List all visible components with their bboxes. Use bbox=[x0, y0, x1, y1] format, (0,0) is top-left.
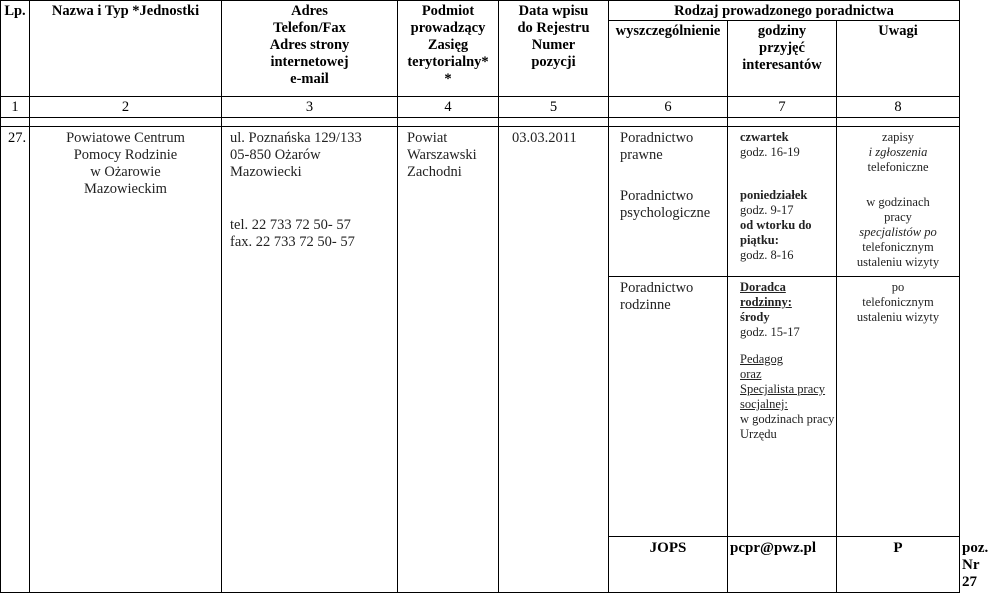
hours-time: godz. 15-17 bbox=[740, 325, 800, 339]
entry-entity-cell bbox=[398, 127, 499, 593]
note-line: telefonicznym bbox=[862, 295, 934, 309]
entry-date: 03.03.2011 bbox=[512, 130, 577, 146]
footer-jops: JOPS bbox=[649, 540, 687, 556]
col-number: 2 bbox=[30, 97, 222, 118]
note-line: telefonicznym bbox=[862, 240, 934, 254]
col-date-header bbox=[499, 1, 609, 97]
entry-date-cell bbox=[499, 127, 609, 593]
col-number: 8 bbox=[837, 97, 960, 118]
entry-name-cell bbox=[30, 127, 222, 593]
col-number: 1 bbox=[1, 97, 30, 118]
hours-time: w godzinach pracy bbox=[740, 412, 835, 426]
col-address-header bbox=[222, 1, 398, 97]
note-line: pracy bbox=[884, 210, 912, 224]
notes-cell bbox=[837, 277, 960, 537]
footer-jops-cell bbox=[609, 537, 728, 593]
type-line: Poradnictwo bbox=[620, 188, 694, 204]
hours-role: socjalnej: bbox=[740, 397, 788, 411]
entity-line: Zachodni bbox=[407, 164, 462, 180]
entry-lp-cell bbox=[1, 127, 30, 593]
entity-header-line: prowadzący bbox=[410, 20, 486, 36]
date-header-line: Data wpisu bbox=[518, 3, 589, 19]
col-type-header bbox=[609, 21, 728, 97]
hours-day: poniedziałek bbox=[740, 188, 808, 202]
entity-line: Powiat bbox=[407, 130, 448, 146]
entity-header-line: Zasięg bbox=[427, 37, 469, 53]
type-line: Poradnictwo bbox=[620, 130, 694, 146]
entry-row bbox=[1, 127, 960, 277]
type-cell bbox=[609, 277, 728, 537]
address-header-line: Adres bbox=[291, 3, 328, 19]
entry-name-line: w Ożarowie bbox=[90, 164, 161, 180]
address-header-line: e-mail bbox=[290, 71, 329, 87]
entry-name-line: Pomocy Rodzinie bbox=[73, 147, 178, 163]
col-number: 6 bbox=[609, 97, 728, 118]
col-lp-header bbox=[1, 1, 30, 97]
type-line: psychologiczne bbox=[620, 205, 711, 221]
note-line: zapisy bbox=[882, 130, 914, 144]
footer-position: poz. Nr 27 bbox=[962, 540, 988, 590]
note-line: ustaleniu wizyty bbox=[856, 255, 940, 269]
footer-email-cell bbox=[728, 537, 837, 593]
phone-number: tel. 22 733 72 50- 57 bbox=[230, 217, 351, 233]
group-header-text: Rodzaj prowadzonego poradnictwa bbox=[674, 3, 894, 19]
fax-number: fax. 22 733 72 50- 57 bbox=[230, 234, 355, 250]
note-line: i zgłoszenia bbox=[868, 145, 928, 159]
col-hours-header bbox=[728, 21, 837, 97]
footer-email: pcpr@pwz.pl bbox=[730, 540, 817, 556]
note-line: specjalistów po bbox=[859, 225, 937, 239]
address-line: ul. Poznańska 129/133 bbox=[230, 130, 362, 146]
hours-role: oraz bbox=[740, 367, 762, 381]
hours-day: czwartek bbox=[740, 130, 789, 144]
hours-day: piątku: bbox=[740, 233, 779, 247]
entity-header-line: Podmiot bbox=[421, 3, 475, 19]
notes-cell bbox=[837, 127, 960, 277]
lp-label: Lp. bbox=[4, 3, 26, 19]
hours-time: Urzędu bbox=[740, 427, 777, 441]
address-line: 05-850 Ożarów bbox=[230, 147, 321, 163]
address-header-line: Telefon/Fax bbox=[273, 20, 346, 36]
note-line: po bbox=[891, 280, 905, 294]
notes-header-text: Uwagi bbox=[878, 23, 918, 39]
type-cell bbox=[609, 127, 728, 277]
entity-line: Warszawski bbox=[407, 147, 477, 163]
entry-name-line: Powiatowe Centrum bbox=[66, 130, 185, 146]
hours-role: Pedagog bbox=[740, 352, 784, 366]
col-notes-header bbox=[837, 21, 960, 97]
hours-day: Doradca bbox=[740, 280, 786, 294]
column-number-row bbox=[1, 97, 960, 118]
date-header-line: do Rejestru bbox=[517, 20, 590, 36]
hours-day: środy bbox=[740, 310, 770, 324]
type-line: rodzinne bbox=[620, 297, 671, 313]
col-entity-header bbox=[398, 1, 499, 97]
hours-cell bbox=[728, 277, 837, 537]
date-header-line: Numer bbox=[531, 37, 576, 53]
hours-role: Specjalista pracy bbox=[740, 382, 826, 396]
entity-header-line: terytorialny* bbox=[407, 54, 489, 70]
address-header-line: Adres strony bbox=[269, 37, 350, 53]
col-name-header bbox=[30, 1, 222, 97]
type-line: prawne bbox=[620, 147, 663, 163]
note-line: w godzinach bbox=[866, 195, 930, 209]
hours-time: godz. 16-19 bbox=[740, 145, 800, 159]
name-header-text: Nazwa i Typ *Jednostki bbox=[51, 3, 200, 19]
note-line: ustaleniu wizyty bbox=[856, 310, 940, 324]
entry-lp: 27. bbox=[8, 130, 27, 146]
hours-header-line: godziny bbox=[757, 23, 807, 39]
entity-header-line: * bbox=[444, 71, 452, 87]
col-number: 5 bbox=[499, 97, 609, 118]
entry-name-line: Mazowieckim bbox=[84, 181, 167, 197]
col-number: 3 bbox=[222, 97, 398, 118]
note-line: telefoniczne bbox=[867, 160, 929, 174]
hours-time: godz. 9-17 bbox=[740, 203, 794, 217]
col-number: 7 bbox=[728, 97, 837, 118]
type-line: Poradnictwo bbox=[620, 280, 694, 296]
address-header-line: internetowej bbox=[270, 54, 349, 70]
address-line: Mazowiecki bbox=[230, 164, 302, 180]
date-header-line: pozycji bbox=[531, 54, 576, 70]
entry-address-cell bbox=[222, 127, 398, 593]
col-group-header bbox=[609, 1, 960, 21]
col-number: 4 bbox=[398, 97, 499, 118]
type-header-text: wyszczególnienie bbox=[615, 23, 721, 39]
hours-day: rodzinny: bbox=[740, 295, 792, 309]
hours-day: od wtorku do bbox=[740, 218, 812, 232]
hours-cell bbox=[728, 127, 837, 277]
hours-time: godz. 8-16 bbox=[740, 248, 794, 262]
footer-p: P bbox=[893, 540, 903, 556]
hours-header-line: interesantów bbox=[742, 57, 822, 73]
hours-header-line: przyjęć bbox=[759, 40, 805, 56]
